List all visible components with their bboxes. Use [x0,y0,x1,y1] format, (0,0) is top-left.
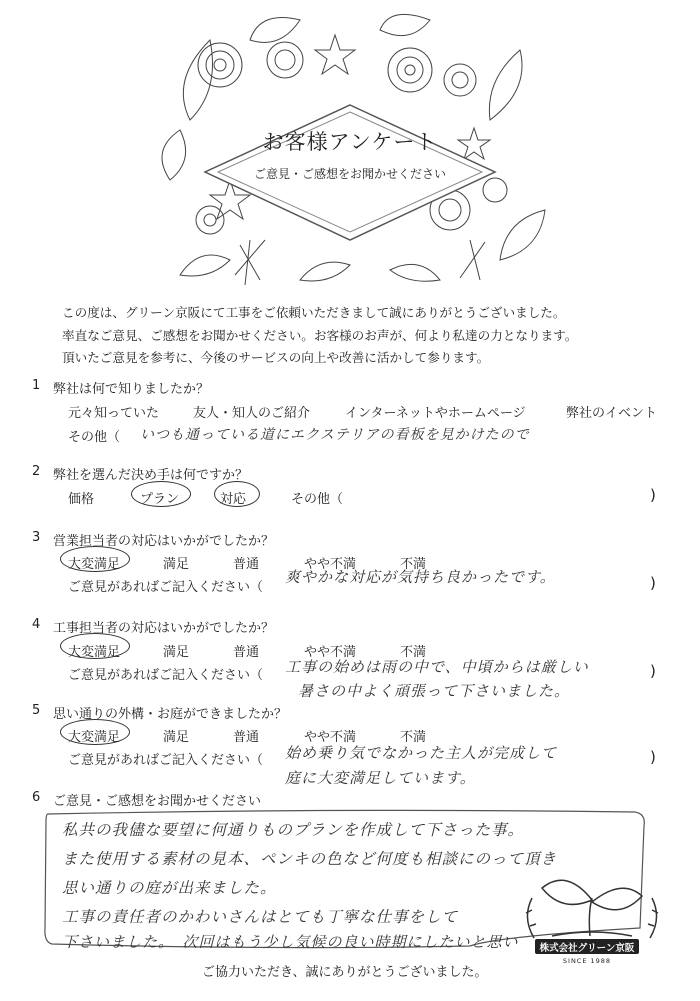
q3-close-paren: ) [650,574,656,592]
q6-answer-line-2: また使用する素材の見本、ペンキの色など何度も相談にのって頂き [62,850,557,868]
q2-other-label: その他（ [291,492,344,507]
q3-scale-1: 大変満足 [68,557,121,572]
q6-answer-line-1: 私共の我儘な要望に何通りものプランを作成して下さった事。 [62,821,525,839]
q5-scale-5: 不満 [400,730,427,745]
q6-answer-line-4: 工事の責任者のかわいさんはとても丁寧な仕事をして [62,908,459,926]
q4-scale-2: 満足 [163,645,190,660]
survey-title: お客様アンケート [262,130,438,154]
q6-question: ご意見・ご感想をお聞かせください [53,794,262,809]
q3-comment-label: ご意見があればご記入ください（ [68,580,264,595]
q1-other-label: その他（ [68,430,121,445]
q4-answer-line-2: 暑さの中よく頑張って下さいました。 [298,682,571,700]
q2-option-1: 価格 [68,492,95,507]
q1-question: 弊社は何で知りましたか？ [53,382,210,397]
q1-option-4: 弊社のイベント [566,406,658,421]
q3-scale-3: 普通 [233,557,260,572]
q4-scale-4: やや不満 [304,645,357,660]
q5-scale-3: 普通 [233,730,260,745]
q3-scale-2: 満足 [163,557,190,572]
q2-question: 弊社を選んだ決め手は何ですか？ [53,468,249,483]
intro-line-3: 頂いたご意見を参考に、今後のサービスの向上や改善に活かして参ります。 [62,350,490,365]
q2-close-paren: ) [650,486,656,504]
q3-question: 営業担当者の対応はいかがでしたか？ [53,534,275,549]
q2-selected-circle-plan [131,481,191,507]
q3-answer-line-1: 爽やかな対応が気持ち良かったです。 [285,568,556,586]
q1-option-3: インターネットやホームページ [345,406,526,421]
q5-number: 5 [32,703,41,718]
company-since: SINCE 1988 [562,957,612,965]
q1-other-answer: いつも通っている道にエクステリアの看板を見かけたので [140,427,530,443]
q4-scale-5: 不満 [400,645,427,660]
q1-number: 1 [32,378,41,393]
q1-option-1: 元々知っていた [68,406,160,421]
survey-subtitle: ご意見・ご感想をお聞かせください [253,167,446,181]
intro-line-1: この度は、グリーン京阪にて工事をご依頼いただきまして誠にありがとうございました。 [62,305,566,320]
q5-scale-1: 大変満足 [68,730,121,745]
q4-comment-label: ご意見があればご記入ください（ [68,668,264,683]
q4-answer-line-1: 工事の始めは雨の中で、中頃からは厳しい [285,658,589,676]
q2-selected-circle-taiou [214,481,260,507]
q5-answer-line-1: 始め乗り気でなかった主人が完成して [285,744,558,762]
q3-scale-5: 不満 [400,557,427,572]
q3-number: 3 [32,530,41,545]
q5-scale-2: 満足 [163,730,190,745]
q4-selected-circle [60,633,130,659]
q4-close-paren: ) [650,662,656,680]
q1-option-2: 友人・知人のご紹介 [193,406,311,421]
q5-answer-line-2: 庭に大変満足しています。 [285,769,476,787]
q6-answer-line-5: 下さいました。 次回はもう少し気候の良い時期にしたいと思い [62,933,519,951]
q4-number: 4 [32,617,41,632]
q3-selected-circle [60,546,130,572]
intro-line-2: 率直なご意見、ご感想をお聞かせください。お客様のお声が、何より私達の力となります。 [62,328,578,343]
q5-close-paren: ) [650,748,656,766]
q3-scale-4: やや不満 [304,557,357,572]
q2-number: 2 [32,464,41,479]
footer-thanks: ご協力いただき、誠にありがとうございました。 [202,965,488,980]
q6-number: 6 [32,790,41,805]
q4-question: 工事担当者の対応はいかがでしたか？ [53,621,275,636]
q2-option-2: プラン [140,492,180,507]
q2-option-3: 対応 [220,492,247,507]
q5-selected-circle [60,719,130,745]
q4-scale-1: 大変満足 [68,645,121,660]
q5-scale-4: やや不満 [304,730,357,745]
q5-question: 思い通りの外構・お庭ができましたか？ [53,707,288,722]
q6-answer-line-3: 思い通りの庭が出来ました。 [62,879,277,897]
q4-scale-3: 普通 [233,645,260,660]
q5-comment-label: ご意見があればご記入ください（ [68,753,264,768]
company-name: 株式会社グリーン京阪 [539,943,635,954]
